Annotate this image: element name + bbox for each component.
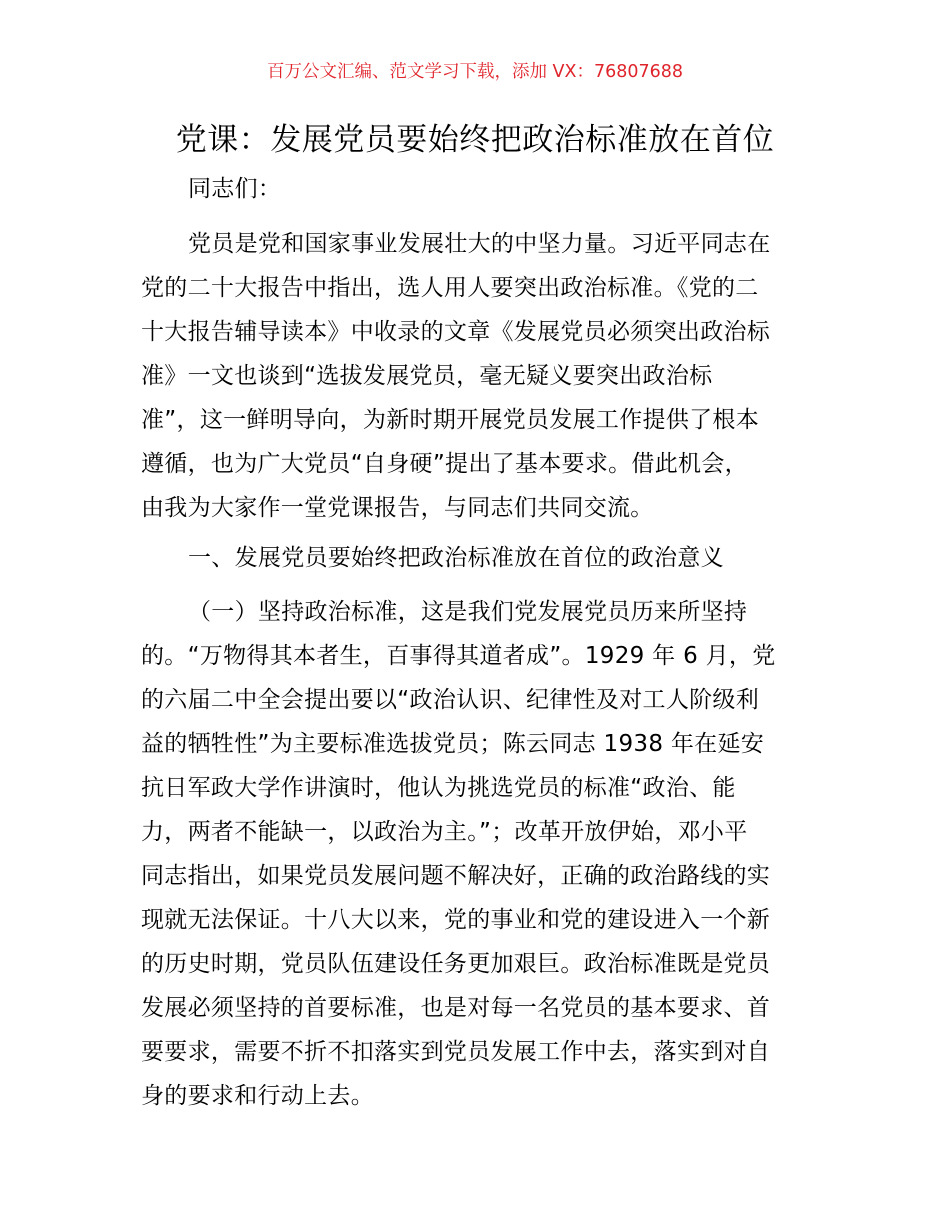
document-title: 党课：发展党员要始终把政治标准放在首位: [175, 122, 775, 158]
paragraph-line: （一）坚持政治标准，这是我们党发展党员历来所坚持: [188, 599, 748, 625]
paragraph-line: 身的要求和行动上去。: [141, 1083, 374, 1109]
paragraph-line: 党的二十大报告中指出，选人用人要突出政治标准。《党的二: [141, 275, 759, 301]
paragraph-line: 准”，这一鲜明导向，为新时期开展党员发展工作提供了根本: [141, 407, 760, 433]
paragraph-line: 发展必须坚持的首要标准，也是对每一名党员的基本要求、首: [141, 995, 771, 1021]
paragraph-line: 十大报告辅导读本》中收录的文章《发展党员必须突出政治标: [141, 319, 771, 345]
paragraph-line: 的。“万物得其本者生，百事得其道者成”。1929 年 6 月，党: [141, 643, 776, 669]
paragraph-line: 现就无法保证。十八大以来，党的事业和党的建设进入一个新: [141, 907, 771, 933]
paragraph-line: 准》一文也谈到“选拔发展党员，毫无疑义要突出政治标: [141, 363, 713, 389]
paragraph-line: 力，两者不能缺一，以政治为主。”；改革开放伊始，邓小平: [141, 819, 748, 845]
paragraph-line: 党员是党和国家事业发展壮大的中坚力量。习近平同志在: [188, 231, 771, 257]
section-heading: 一、发展党员要始终把政治标准放在首位的政治意义: [188, 545, 724, 571]
paragraph-line: 遵循，也为广大党员“自身硬”提出了基本要求。借此机会，: [141, 451, 748, 477]
paragraph-line: 要要求，需要不折不扣落实到党员发展工作中去，落实到对自: [141, 1039, 771, 1065]
salutation: 同志们：: [188, 176, 282, 202]
paragraph-line: 抗日军政大学作讲演时，他认为挑选党员的标准“政治、能: [141, 775, 736, 801]
paragraph-line: 的历史时期，党员队伍建设任务更加艰巨。政治标准既是党员: [141, 951, 771, 977]
watermark-banner: 百万公文汇编、范文学习下载，添加 VX：76807688: [266, 62, 684, 82]
paragraph-line: 由我为大家作一堂党课报告，与同志们共同交流。: [141, 495, 654, 521]
paragraph-line: 同志指出，如果党员发展问题不解决好，正确的政治路线的实: [141, 863, 771, 889]
paragraph-line: 的六届二中全会提出要以“政治认识、纪律性及对工人阶级利: [141, 687, 760, 713]
paragraph-line: 益的牺牲性”为主要标准选拔党员；陈云同志 1938 年在延安: [141, 731, 765, 757]
